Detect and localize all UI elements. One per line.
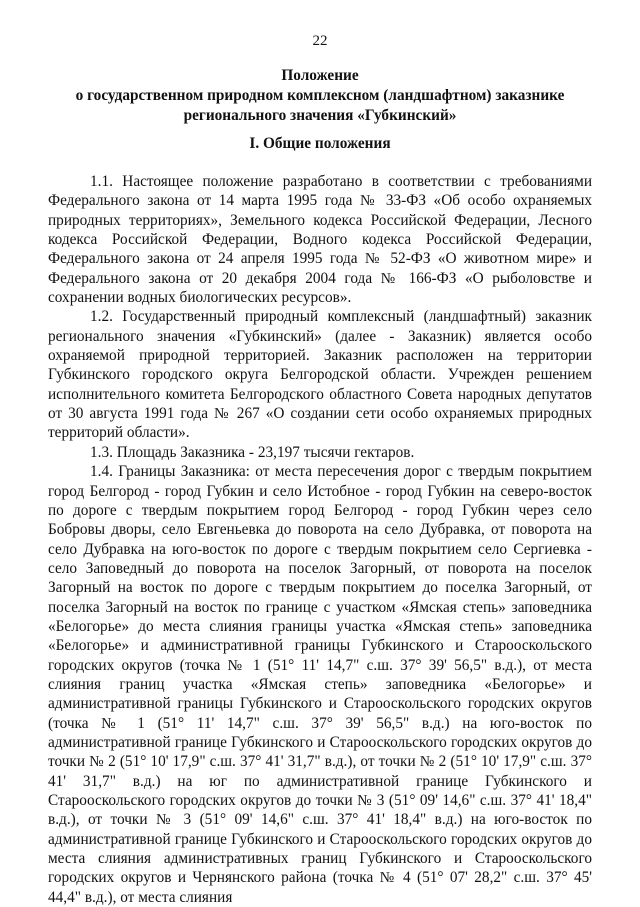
- title-line-3: регионального значения «Губкинский»: [183, 107, 457, 124]
- section-heading: I. Общие положения: [249, 135, 391, 152]
- paragraph-1-4: 1.4. Границы Заказника: от места пересечения дорог с твердым покрытием город Белгород - город Губкин и село Истобное - город Губкин на северо-восток по дороге с твердым покрытием город Белгород - город Губкин через село Бобровы дворы, село Евгеньевка до поворота на село Дубравка, от поворота на село Дубравка на юго-восток по дороге с твердым покрытием село Сергиевка - село Заповедный до поворота на поселок Загорный, от поворота на поселок Загорный на восток по дороге с твердым покрытием до поселка Загорный, от поселка Загорный на восток по границе с участком «Ямская степь» заповедника «Белогорье» до места слияния границы участка «Ямская степь» заповедника «Белогорье» и административной границы Губкинского и Старооскольского городских округов (точка № 1 (51° 11' 14,7" с.ш. 37° 39' 56,5" в.д.), от места слияния границ участка «Ямская степь» заповедника «Белогорье» и административной границы Губкинского и Старооскольского городских округов (точка № 1 (51° 11' 14,7" с.ш. 37° 39' 56,5" в.д.) на юго-восток по административной границе Губкинского и Старооскольского городских округов до точки № 2 (51° 10' 17,9" с.ш. 37° 41' 31,7" в.д.), от точки № 2 (51° 10' 17,9" с.ш. 37° 41' 31,7" в.д.) на юг по административной границе Губкинского и Старооскольского городских округов до точки № 3 (51° 09' 14,6" с.ш. 37° 41' 18,4" в.д.), от точки № 3 (51° 09' 14,6" с.ш. 37° 41' 18,4" в.д.) на юго-восток по административной границе Губкинского и Старооскольского городских округов до места слияния административных границ Губкинского и Старооскольского городских округов и Чернянского района (точка № 4 (51° 07' 28,2" с.ш. 37° 45' 44,4" в.д.), от места слияния: [48, 463, 592, 906]
- paragraph-1-3: 1.3. Площадь Заказника - 23,197 тысячи гектаров.: [90, 443, 415, 461]
- document-title: [48, 66, 592, 126]
- title-line-1: Положение: [281, 67, 359, 84]
- page-number: 22: [312, 33, 328, 49]
- title-line-2: о государственном природном комплексном (ландшафтном) заказнике: [75, 87, 565, 104]
- paragraph-1-2: 1.2. Государственный природный комплексный (ландшафтный) заказник регионального значения «Губкинский» (далее - Заказник) является особо охраняемой природной территорией. Заказник расположен на территории Губкинского городского округа Белгородской области. Учрежден решением исполнительного комитета Белгородского областного Совета народных депутатов от 30 августа 1991 года № 267 «О создании сети особо охраняемых природных территорий области».: [48, 308, 592, 442]
- document-body: [48, 172, 592, 907]
- paragraph-1-1: 1.1. Настоящее положение разработано в соответствии с требованиями Федерального закона от 14 марта 1995 года № 33-ФЗ «Об особо охраняемых природных территориях», Земельного кодекса Российской Федерации, Лесного кодекса Российской Федерации, Водного кодекса Российской Федерации, Федерального закона от 24 апреля 1995 года № 52-ФЗ «О животном мире» и Федерального закона от 20 декабря 2004 года № 166-ФЗ «О рыболовстве и сохранении водных биологических ресурсов».: [48, 173, 592, 307]
